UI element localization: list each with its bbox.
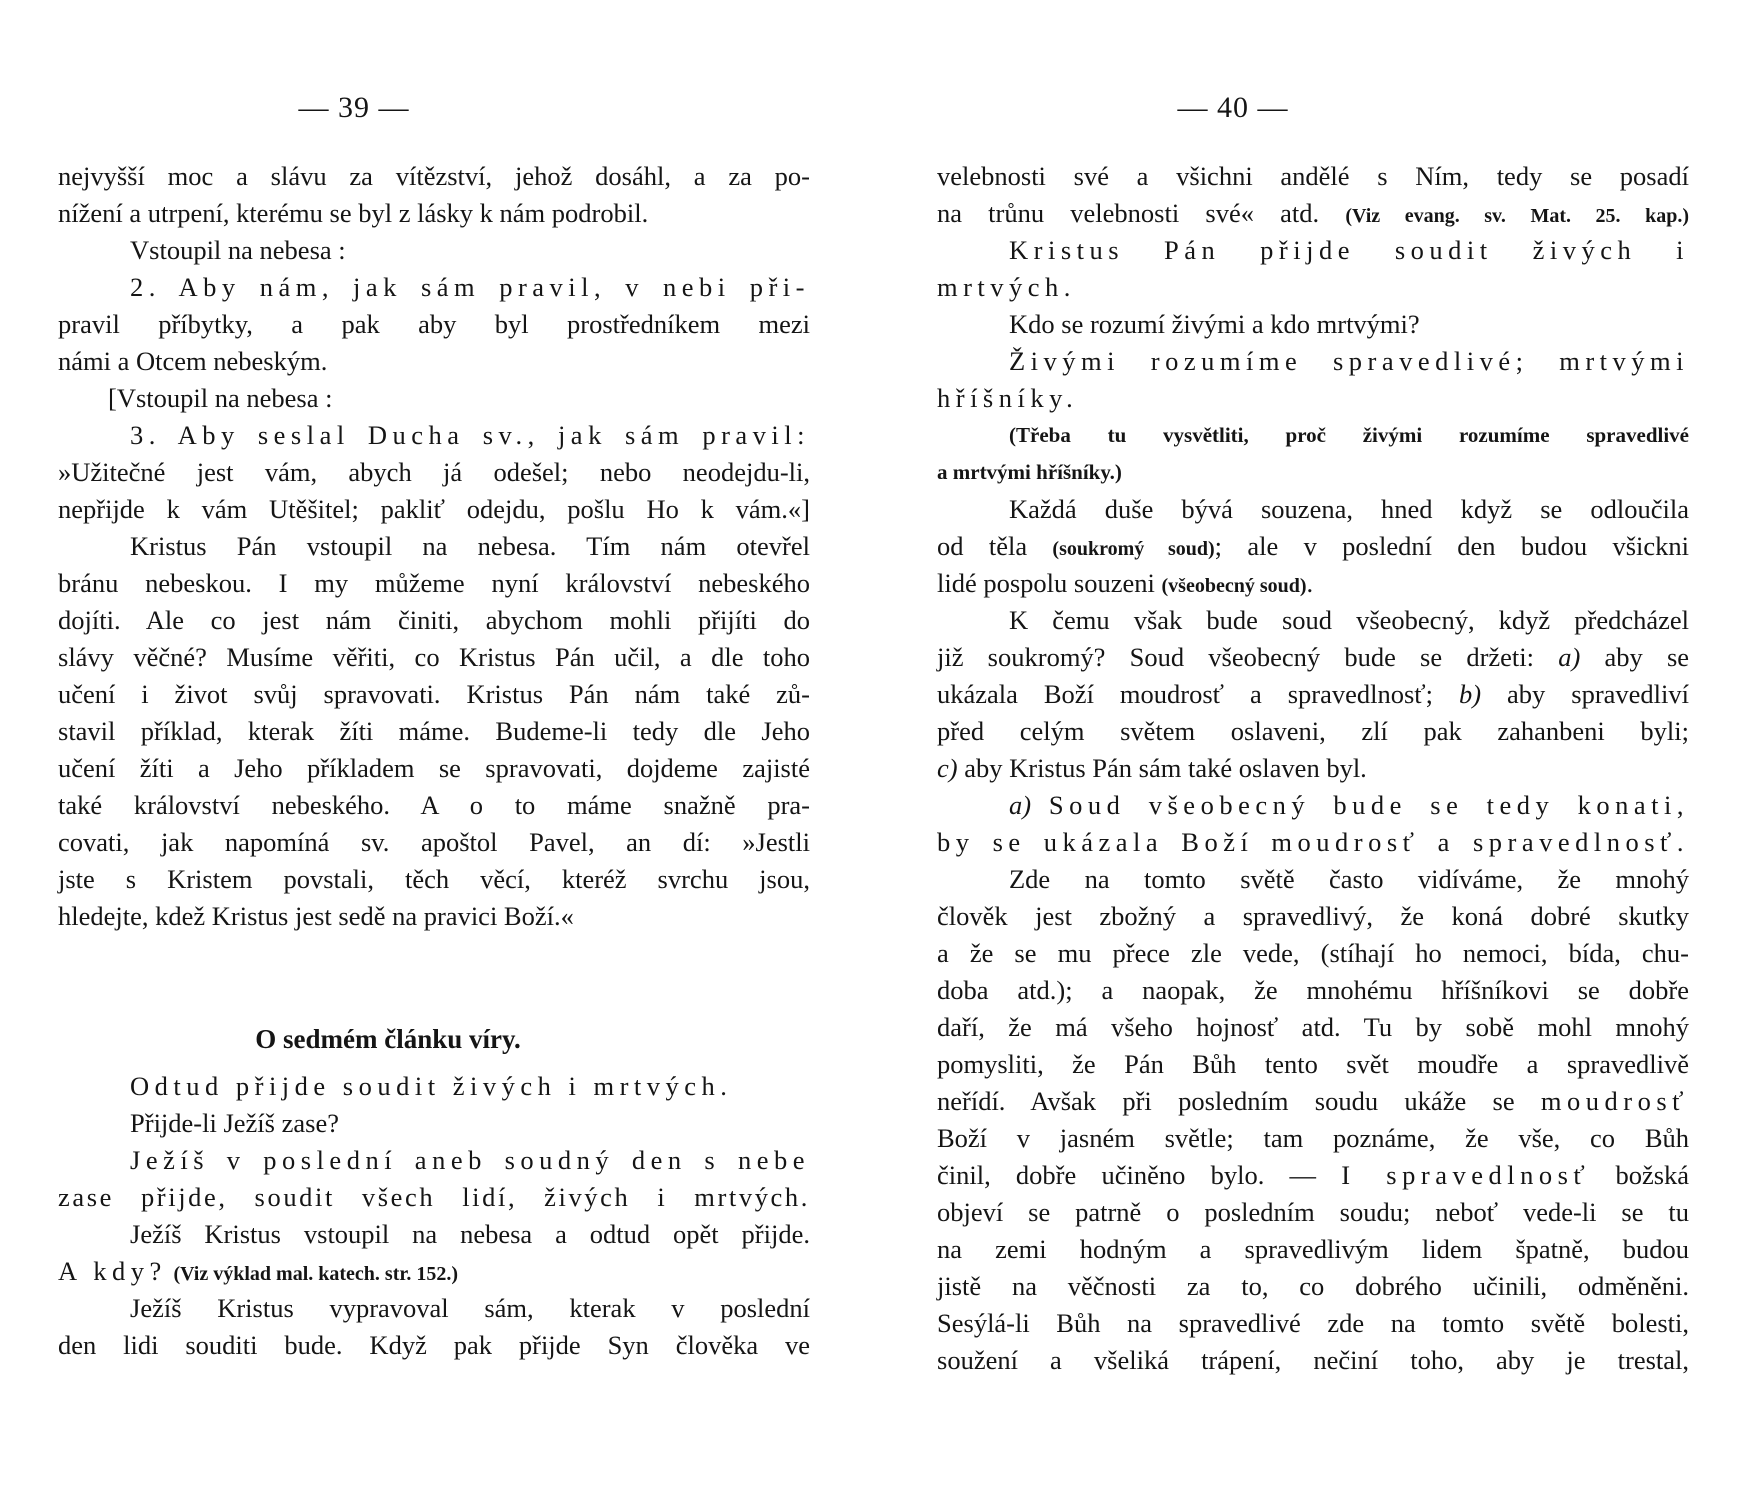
text-line: nejvyšší moc a slávu za vítězství, jehož dosáhl, a za po- bbox=[58, 161, 810, 191]
text-line bbox=[937, 195, 1689, 232]
text-line: na zemi hodným a spravedlivým lidem špatně, budou bbox=[937, 1234, 1689, 1264]
text-line: Kdo se rozumí živými a kdo mrtvými? bbox=[1009, 309, 1420, 339]
list-marker: a) bbox=[1009, 790, 1032, 820]
text-line: Odtud přijde soudit živých i mrtvých. bbox=[130, 1071, 733, 1101]
text-line: člověk jest zbožný a spravedlivý, že koná dobré skutky bbox=[937, 901, 1689, 931]
section-heading: O sedmém článku víry. bbox=[255, 1024, 521, 1054]
text-line bbox=[58, 1253, 810, 1290]
text-span: od těla bbox=[937, 531, 1028, 561]
text-span: I spravedlnosť bbox=[1341, 1160, 1591, 1190]
text-line: před celým světem oslaveni, zlí pak zahanbeni byli; bbox=[937, 716, 1689, 746]
text-line: Vstoupil na nebesa : bbox=[130, 235, 346, 265]
page-body bbox=[937, 158, 1689, 1379]
reference-note: (Viz výklad mal. katech. str. 152.) bbox=[173, 1263, 459, 1285]
text-span: A kdy? bbox=[58, 1256, 167, 1286]
text-line: pravil příbytky, a pak aby byl prostředníkem mezi bbox=[58, 309, 810, 339]
text-line: Boží v jasném světle; tam poznáme, že vše, co Bůh bbox=[937, 1123, 1689, 1153]
text-line: K čemu však bude soud všeobecný, když předcházel bbox=[1009, 605, 1689, 635]
text-span: moudrosť bbox=[1540, 1086, 1689, 1116]
text-line bbox=[937, 565, 1689, 602]
text-line: velebnosti své a všichni andělé s Ním, tedy se posadí bbox=[937, 161, 1689, 191]
text-span: na trůnu velebnosti své« atd. bbox=[937, 198, 1320, 228]
text-line: covati, jak napomíná sv. apoštol Pavel, an dí: »Jestli bbox=[58, 827, 810, 857]
text-line bbox=[937, 528, 1689, 565]
text-span: činil, dobře učiněno bylo. — bbox=[937, 1160, 1317, 1190]
reference-note: (Viz evang. sv. Mat. 25. kap.) bbox=[1345, 205, 1690, 227]
text-line: slávy věčné? Musíme věřiti, co Kristus Pán učil, a dle toho bbox=[58, 642, 810, 672]
text-line: Sesýlá-li Bůh na spravedlivé zde na tomto světě bolesti, bbox=[937, 1308, 1689, 1338]
text-line: nížení a utrpení, kterému se byl z lásky k nám podrobil. bbox=[58, 198, 649, 228]
text-line: pomysliti, že Pán Bůh tento svět moudře a spravedlivě bbox=[937, 1049, 1689, 1079]
text-line bbox=[937, 750, 1689, 787]
page-body bbox=[58, 158, 810, 1364]
text-line: »Užitečné jest vám, abych já odešel; nebo neodejdu-li, bbox=[58, 457, 810, 487]
text-span: aby spravedliví bbox=[1507, 679, 1690, 709]
text-line: [Vstoupil na nebesa : bbox=[108, 383, 333, 413]
text-line: by se ukázala Boží moudrosť a spravedlnosť. bbox=[937, 827, 1689, 857]
text-line bbox=[937, 1083, 1689, 1120]
text-line: Ježíš Kristus vypravoval sám, kterak v poslední bbox=[130, 1293, 810, 1323]
text-line: jste s Kristem povstali, těch věcí, kteréž svrchu jsou, bbox=[58, 864, 810, 894]
text-span: Soud všeobecný bude se tedy konati, bbox=[1048, 790, 1689, 820]
text-span: ukázala Boží moudrosť a spravedlnosť; bbox=[937, 679, 1433, 709]
text-line bbox=[937, 1157, 1689, 1194]
text-line: doba atd.); a naopak, že mnohému hříšníkovi se dobře bbox=[937, 975, 1689, 1005]
text-line: Každá duše bývá souzena, hned když se odloučila bbox=[1009, 494, 1689, 524]
note-line: (Třeba tu vysvětliti, proč živými rozumíme spravedlivé bbox=[1009, 423, 1689, 447]
text-line: hříšníky. bbox=[937, 383, 1079, 413]
list-marker: a) bbox=[1558, 642, 1581, 672]
text-span: lidé pospolu souzeni bbox=[937, 568, 1155, 598]
list-marker: c) bbox=[937, 753, 958, 783]
text-line bbox=[937, 639, 1689, 676]
page-number: — 40 — bbox=[1177, 91, 1289, 124]
text-line: den lidi souditi bude. Když pak přijde Syn člověka ve bbox=[58, 1330, 810, 1360]
left-page bbox=[58, 0, 810, 1500]
text-line: Kristus Pán přijde soudit živých i bbox=[1009, 235, 1689, 265]
text-span: božská bbox=[1615, 1160, 1690, 1190]
text-span: aby se bbox=[1604, 642, 1690, 672]
text-line: a že se mu přece zle vede, (stíhají ho nemoci, bída, chu- bbox=[937, 938, 1689, 968]
text-line: 3. Aby seslal Ducha sv., jak sám pravil: bbox=[130, 420, 810, 450]
text-line: učení žíti a Jeho příkladem se spravovati, dojdeme zajisté bbox=[58, 753, 810, 783]
text-span: aby Kristus Pán sám také oslaven byl. bbox=[964, 753, 1367, 783]
text-span: . bbox=[1306, 568, 1314, 598]
blank-gap bbox=[58, 935, 810, 1010]
text-line: stavil příklad, kterak žíti máme. Budeme-li tedy dle Jeho bbox=[58, 716, 810, 746]
text-line: učení i život svůj spravovati. Kristus Pán nám také zů- bbox=[58, 679, 810, 709]
text-line: Ježíš v poslední aneb soudný den s nebe bbox=[130, 1145, 810, 1175]
text-line: Přijde-li Ježíš zase? bbox=[130, 1108, 339, 1138]
text-line: námi a Otcem nebeským. bbox=[58, 346, 328, 376]
reference-note: (soukromý soud) bbox=[1052, 538, 1215, 560]
text-line: Kristus Pán vstoupil na nebesa. Tím nám otevřel bbox=[130, 531, 810, 561]
text-line: soužení a všeliká trápení, nečiní toho, aby je trestal, bbox=[937, 1345, 1689, 1375]
text-span: již soukromý? Soud všeobecný bude se držeti: bbox=[937, 642, 1535, 672]
text-line: zase přijde, soudit všech lidí, živých i mrtvých. bbox=[58, 1182, 810, 1212]
text-line: jistě na věčnosti za to, co dobrého učinili, odměněni. bbox=[937, 1271, 1689, 1301]
text-line: dojíti. Ale co jest nám činiti, abychom mohli přijíti do bbox=[58, 605, 810, 635]
text-line: daří, že má všeho hojnosť atd. Tu by sobě mohl mnohý bbox=[937, 1012, 1689, 1042]
text-line: hledejte, kdež Kristus jest sedě na pravici Boží.« bbox=[58, 901, 574, 931]
page-number: — 39 — bbox=[298, 91, 410, 124]
reference-note: (všeobecný soud) bbox=[1161, 575, 1307, 597]
text-line: mrtvých. bbox=[937, 272, 1076, 302]
text-span: ; ale v poslední den budou všickni bbox=[1214, 531, 1689, 561]
text-line bbox=[937, 787, 1689, 824]
note-line: a mrtvými hříšníky.) bbox=[937, 460, 1122, 484]
text-line: Zde na tomto světě často vidíváme, že mnohý bbox=[1009, 864, 1689, 894]
text-line: také království nebeského. A o to máme snažně pra- bbox=[58, 790, 810, 820]
text-line: Ježíš Kristus vstoupil na nebesa a odtud opět přijde. bbox=[130, 1219, 810, 1249]
text-span: neřídí. Avšak při posledním soudu ukáže se bbox=[937, 1086, 1515, 1116]
text-line: objeví se patrně o posledním soudu; neboť vede-li se tu bbox=[937, 1197, 1689, 1227]
text-line bbox=[937, 676, 1689, 713]
text-line: nepřijde k vám Utěšitel; pakliť odejdu, pošlu Ho k vám.«] bbox=[58, 494, 810, 524]
text-line: Živými rozumíme spravedlivé; mrtvými bbox=[1009, 346, 1689, 376]
right-page bbox=[937, 0, 1689, 1500]
text-line: 2. Aby nám, jak sám pravil, v nebi při- bbox=[130, 272, 810, 302]
list-marker: b) bbox=[1458, 679, 1482, 709]
text-line: bránu nebeskou. I my můžeme nyní království nebeského bbox=[58, 568, 810, 598]
